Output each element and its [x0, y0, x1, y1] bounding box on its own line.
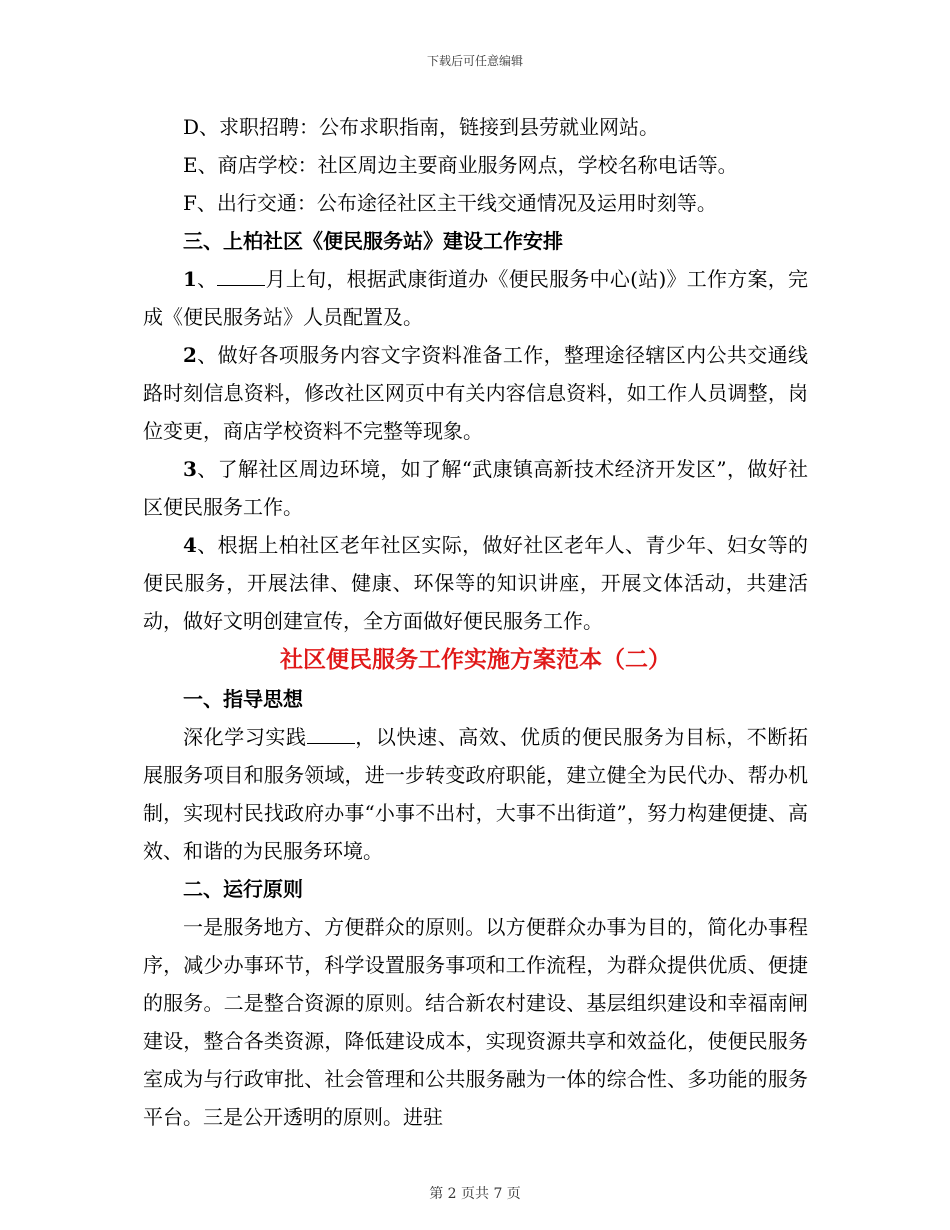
- section-b-body: 一是服务地方、方便群众的原则。以方便群众办事为目的，简化办事程序，减少办事环节，科学设置服务事项和工作流程，为群众提供优质、便捷的服务。二是整合资源的原则。结合新农村建设、基层组织建设和幸福南闸建设，整合各类资源，降低建设成本，实现资源共享和效益化，使便民服务室成为与行政审批、社会管理和公共服务融为一体的综合性、多功能的服务平台。三是公开透明的原则。进驻: [143, 915, 808, 1129]
- blank-field: [217, 285, 265, 286]
- work-item-4: [143, 526, 808, 640]
- document-title-2: 社区便民服务工作实施方案范本（二）: [280, 646, 671, 673]
- item-1-text: 月上旬，根据武康街道办《便民服务中心(站)》工作方案，完成《便民服务站》人员配置及。: [143, 267, 808, 329]
- item-2-text: 、做好各项服务内容文字资料准备工作，整理途径辖区内公共交通线路时刻信息资料，修改社区网页中有关内容信息资料，如工作人员调整，岗位变更，商店学校资料不完整等现象。: [143, 343, 808, 443]
- list-item-d: D、求职招聘：公布求职指南，链接到县劳就业网站。: [183, 115, 660, 139]
- section-a-heading: 一、指导思想: [183, 687, 303, 711]
- page-header: 下载后可任意编辑: [426, 54, 523, 68]
- section-a-body: [143, 718, 808, 870]
- section-a-text: ，以快速、高效、优质的便民服务为目标，不断拓展服务项目和服务领域，进一步转变政府职能，建立健全为民代办、帮办机制，实现村民找政府办事“小事不出村，大事不出街道”，努力构建便捷、高效、和谐的为民服务环境。: [143, 725, 809, 863]
- work-item-3: [143, 450, 808, 526]
- item-2-number: 2: [183, 343, 197, 367]
- work-item-1: [143, 260, 808, 336]
- page-footer: 第 2 页共 7 页: [429, 1186, 521, 1202]
- item-1-prefix: 、: [196, 267, 218, 291]
- item-1-number: 1: [183, 267, 197, 291]
- list-item-e: E、商店学校：社区周边主要商业服务网点，学校名称电话等。: [183, 153, 738, 177]
- list-item-f: F、出行交通：公布途径社区主干线交通情况及运用时刻等。: [183, 191, 717, 215]
- item-3-text: 、了解社区周边环境，如了解“武康镇高新技术经济开发区”，做好社区便民服务工作。: [143, 457, 808, 519]
- section-a-prefix: 深化学习实践: [183, 725, 307, 749]
- section-b-heading: 二、运行原则: [183, 877, 303, 901]
- work-item-2: [143, 336, 808, 450]
- blank-field: [307, 743, 355, 744]
- document-body: [143, 108, 808, 1136]
- item-3-number: 3: [183, 457, 197, 481]
- item-4-text: 、根据上柏社区老年社区实际，做好社区老年人、青少年、妇女等的便民服务，开展法律、健康、环保等的知识讲座，开展文体活动，共建活动，做好文明创建宣传，全方面做好便民服务工作。: [143, 533, 808, 633]
- item-4-number: 4: [183, 533, 197, 557]
- section-3-heading: 三、上柏社区《便民服务站》建设工作安排: [183, 229, 563, 253]
